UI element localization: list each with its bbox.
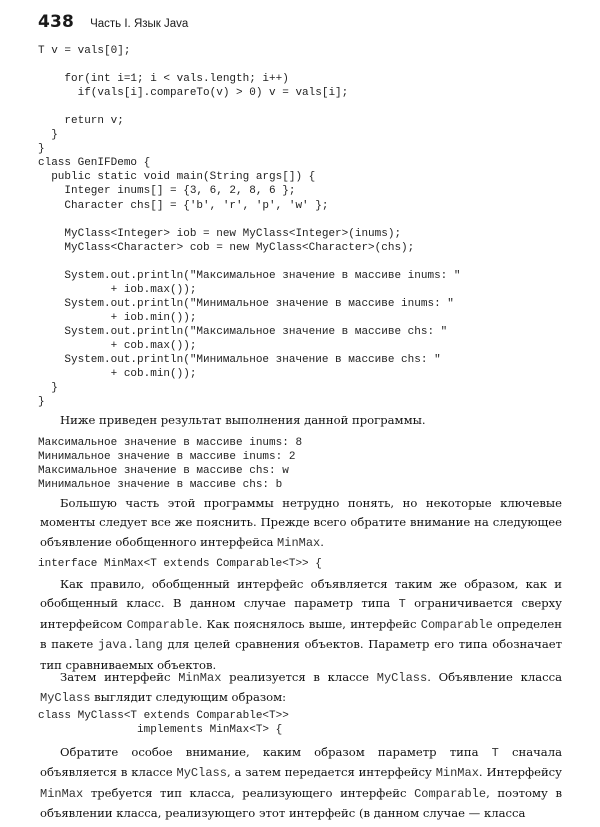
page-header [38, 12, 188, 36]
inline-code: MyClass [376, 671, 428, 685]
inline-code: MinMax [178, 671, 222, 685]
inline-code: MyClass [40, 691, 91, 706]
code-class-declaration: class MyClass<T extends Comparable<T>> implements MinMax<T> { [38, 710, 289, 737]
code-interface-declaration: interface MinMax<T extends Comparable<T>> { [38, 558, 322, 570]
inline-code: MinMax [435, 766, 479, 781]
inline-code: MinMax [40, 786, 84, 801]
inline-code: T [398, 597, 406, 612]
inline-code: Comparable [126, 617, 199, 632]
inline-code: Comparable [414, 786, 487, 801]
inline-code: MinMax [277, 535, 321, 550]
paragraph-interface-explanation: Как правило, обобщенный интерфейс объявляется таким же образом, как и обобщенный класс. В данном случае параметр типа T ограничивается сверху интерфейсом Comparable. Как пояснялось выше, интерфейс Comparable определен в пакете java.lang для целей сравнения объектов. Параметр его типа обозначает тип сравниваемых объектов. [40, 577, 563, 672]
paragraph-myclass-implementation: Затем интерфейс MinMax реализуется в классе MyClass. Объявление класса MyClass выглядит следующим образом: [40, 670, 562, 706]
page-number: 438 [38, 12, 75, 32]
paragraph-generic-interface: Большую часть этой программы нетрудно понять, но некоторые ключевые моменты следует все же пояснить. Прежде всего обратите внимание на следующее объявление обобщенного интерфейса MinMax. [40, 496, 562, 550]
paragraph-type-parameter: Обратите особое внимание, каким образом параметр типа T сначала объявляется в классе MyClass, а затем передается интерфейсу MinMax. Интерфейсу MinMax требуется тип класса, реализующего интерфейс Comparable, поэтому в объявлении класса, реализующего этот интерфейс (в данном случае — класса [40, 745, 562, 821]
result-intro: Ниже приведен результат выполнения данной программы. [60, 413, 426, 427]
program-output: Максимальное значение в массиве inums: 8 Минимальное значение в массиве inums: 2 Максимальное значение в массиве chs: w Минимальное значение в массиве chs: b [38, 437, 303, 492]
running-title: Часть I. Язык Java [90, 18, 189, 30]
inline-code: java.lang [98, 638, 163, 653]
inline-code: T [491, 746, 499, 760]
code-listing-main: T v = vals[0]; for(int i=1; i < vals.length; i++) if(vals[i].compareTo(v) > 0) v = vals[i]; return v; } } class GenIFDemo { public static void main(String args[]) { Integer inums[] = {3, 6, 2, 8, 6 }; Character chs[] = {'b', 'r', 'p', 'w' }; MyClass<Integer> iob = new MyClass<Integer>(inums); MyClass<Character> cob = new MyClass<Character>(chs); System.out.println("Максимальное значение в массиве inums: " + iob.max()); System.out.println("Минимальное значение в массиве inums: " + iob.min()); System.out.println("Максимальное значение в массиве chs: " + cob.max()); System.out.println("Минимальное значение в массиве chs: " + cob.min()); } } [38, 45, 461, 409]
inline-code: Comparable [420, 617, 493, 632]
inline-code: MyClass [176, 766, 227, 781]
